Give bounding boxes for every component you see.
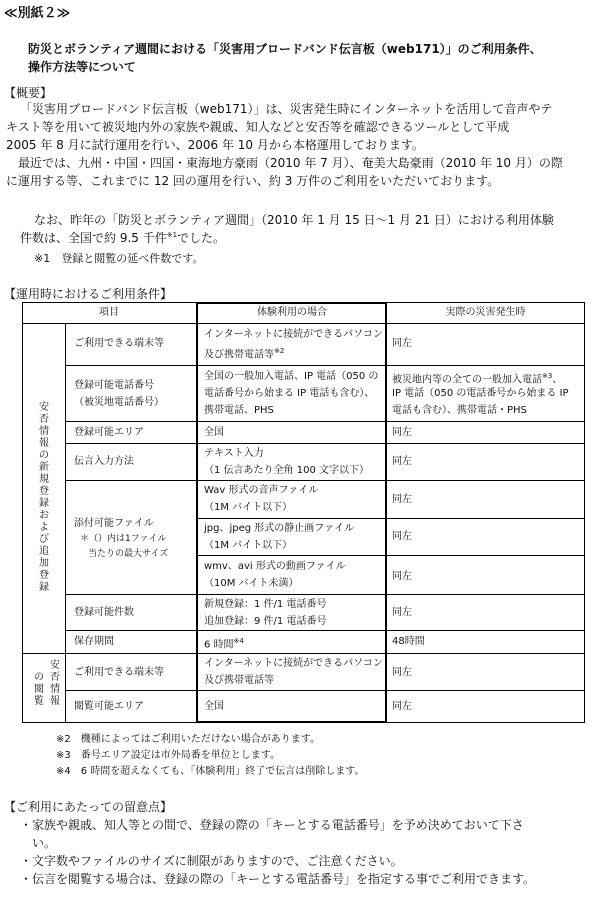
note-4: ※4 6 時間を超えなくても、「体験利用」終了で伝言は削除します。 <box>56 766 365 777</box>
area-actual: 同左 <box>392 427 412 438</box>
note-3: ※3 番号エリア設定は市外局番を単位とします。 <box>56 750 280 761</box>
view-area-label: 閲覧可能エリア <box>74 701 144 712</box>
terminal-label: ご利用できる端末等 <box>74 338 164 349</box>
title-line-2: 操作方法等について <box>28 60 136 74</box>
attach-label-3: 当たりの最大サイズ <box>88 549 169 559</box>
group-view-label-a: 安 否 情 報 <box>50 660 60 707</box>
terminal-actual: 同左 <box>392 338 412 349</box>
title-line-1: 防災とボランティア週間における「災害用ブロードバンド伝言板（web171）」のご利用条件、 <box>28 42 542 56</box>
view-terminal-trial-1: インターネットに接続ができるパソコン <box>204 658 383 669</box>
caution-line-1b: い。 <box>32 836 57 850</box>
count-label: 登録可能件数 <box>74 607 134 618</box>
terminal-trial-2: 及び携帯電話等$^{※2}$ <box>204 347 285 361</box>
group-register-label: 安 否 情 報 の 新 規 登 録 お よ び 追 加 登 録 <box>39 402 49 593</box>
input-trial-2: （1 伝言あたり全角 100 文字以下） <box>204 465 369 476</box>
terminal-trial-1: インターネットに接続ができるパソコン <box>204 329 383 340</box>
count-trial-1: 新規登録：1 件/1 電話番号 <box>204 599 327 610</box>
view-terminal-trial-2: 及び携帯電話等 <box>204 675 274 686</box>
wav-actual: 同左 <box>392 494 412 505</box>
overview-line-2: キスト等を用いて被災地内外の家族や親戚、知人などと安否等を確認できるツールとして平成 <box>6 120 510 134</box>
phone-trial-1: 全国の一般加入電話、IP 電話（050 の <box>204 371 379 382</box>
conditions-heading: 【運用時におけるご利用条件】 <box>4 287 173 301</box>
retention-actual: 48時間 <box>392 636 425 647</box>
overview-line-1: 「災害用ブロードバンド伝言板（web171）」は、災害発生時にインターネットを活用して音声やテ <box>20 102 553 116</box>
jpg-trial-2: （1M バイト以下） <box>204 540 293 551</box>
overview-line-4: 最近では、九州・中国・四国・東海地方豪雨（2010 年 7 月）、奄美大島豪雨（2010 年 10 月）の際 <box>18 156 563 170</box>
count-actual: 同左 <box>392 607 412 618</box>
view-terminal-label: ご利用できる端末等 <box>74 667 164 678</box>
phone-label-2: （被災地電話番号） <box>74 397 164 408</box>
view-area-trial: 全国 <box>204 701 224 712</box>
wmv-trial-1: wmv、avi 形式の動画ファイル <box>204 561 346 572</box>
phone-label-1: 登録可能電話番号 <box>74 380 154 391</box>
wav-trial-1: Wav 形式の音声ファイル <box>204 485 319 496</box>
overview-heading: 【概要】 <box>4 86 53 100</box>
header-trial: 体験利用の場合 <box>257 307 327 318</box>
trial-line-1: なお、昨年の「防災とボランティア週間」（2010 年 1 月 15 日〜1 月 21 日）における利用体験 <box>34 213 554 227</box>
trial-line-2: 件数は、全国で約 9.5 千件$^{※1}$でした。 <box>20 231 226 245</box>
caution-line-2: ・文字数やファイルのサイズに制限がありますので、ご注意ください。 <box>20 854 403 868</box>
input-label: 伝言入力方法 <box>74 456 134 467</box>
jpg-actual: 同左 <box>392 531 412 542</box>
note-1: ※1 登録と閲覧の延べ件数です。 <box>34 252 204 265</box>
wmv-trial-2: （10M バイト未満） <box>204 578 299 589</box>
phone-actual-3: 電話も含む）、携帯電話・PHS <box>392 405 527 416</box>
area-trial: 全国 <box>204 427 224 438</box>
retention-label: 保存期間 <box>74 636 114 647</box>
conditions-table <box>22 302 585 723</box>
phone-trial-2: 電話番号から始まる IP 電話も含む）、 <box>204 388 375 399</box>
view-area-actual: 同左 <box>392 701 412 712</box>
group-view-label-b: の 閲 覧 <box>34 672 44 707</box>
wmv-actual: 同左 <box>392 571 412 582</box>
header-item: 項目 <box>99 307 119 318</box>
input-actual: 同左 <box>392 456 412 467</box>
phone-actual-2: IP 電話（050 の電話番号から始まる IP <box>392 388 569 399</box>
area-label: 登録可能エリア <box>74 427 144 438</box>
caution-line-1a: ・家族や親戚、知人等との間で、登録の際の「キーとする電話番号」を予め決めておいて下さ <box>20 818 524 832</box>
header-actual: 実際の災害発生時 <box>445 307 526 318</box>
jpg-trial-1: jpg、jpeg 形式の静止画ファイル <box>204 523 355 534</box>
overview-line-3: 2005 年 8 月に試行運用を行い、2006 年 10 月から本格運用しております。 <box>6 138 424 152</box>
retention-trial: 6 時間$^{※4}$ <box>204 637 244 651</box>
attachment-label: ≪別紙２≫ <box>4 6 71 21</box>
note-2: ※2 機種によってはご利用いただけない場合があります。 <box>56 734 320 745</box>
overview-line-5: に運用する等、これまでに 12 回の運用を行い、約 3 万件のご利用をいただいております。 <box>6 174 500 188</box>
attach-label-1: 添付可能ファイル <box>74 518 154 529</box>
view-terminal-actual: 同左 <box>392 667 412 678</box>
cautions-heading: 【ご利用にあたっての留意点】 <box>4 800 173 814</box>
attach-label-2: ＊（）内は1ファイル <box>80 534 167 544</box>
caution-line-3: ・伝言を閲覧する場合は、登録の際の「キーとする電話番号」を指定する事でご利用できます。 <box>20 872 536 886</box>
phone-actual-1: 被災地内等の全ての一般加入電話$^{※3}$、 <box>392 372 563 386</box>
wav-trial-2: （1M バイト以下） <box>204 502 293 513</box>
phone-trial-3: 携帯電話、PHS <box>204 405 274 416</box>
input-trial-1: テキスト入力 <box>204 448 264 459</box>
count-trial-2: 追加登録：9 件/1 電話番号 <box>204 616 327 627</box>
